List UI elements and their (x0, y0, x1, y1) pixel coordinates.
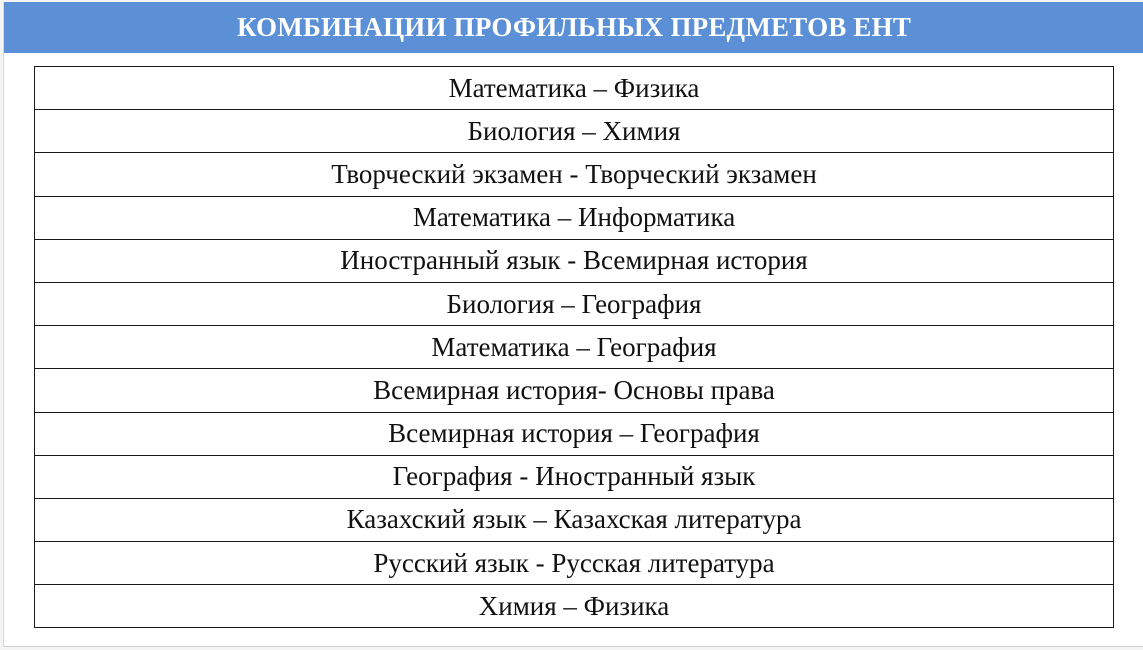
table-cell: Русский язык - Русская литература (35, 542, 1114, 585)
table-row (35, 67, 1114, 110)
table-row (35, 455, 1114, 498)
table-row (35, 498, 1114, 541)
page-title: КОМБИНАЦИИ ПРОФИЛЬНЫХ ПРЕДМЕТОВ ЕНТ (236, 12, 912, 42)
table-cell: Творческий экзамен - Творческий экзамен (35, 153, 1114, 196)
table-row (35, 239, 1114, 282)
subject-combinations-table (34, 66, 1114, 628)
table-row (35, 153, 1114, 196)
table-cell: Математика – Информатика (35, 196, 1114, 239)
table-row (35, 542, 1114, 585)
header-banner (4, 2, 1143, 53)
table-row (35, 585, 1114, 628)
table-cell: Биология – Химия (35, 110, 1114, 153)
table-cell: Математика – Физика (35, 67, 1114, 110)
table-cell: Всемирная история- Основы права (35, 369, 1114, 412)
table-row (35, 110, 1114, 153)
table-cell: География - Иностранный язык (35, 455, 1114, 498)
table-cell: Химия – Физика (35, 585, 1114, 628)
table-cell: Казахский язык – Казахская литература (35, 498, 1114, 541)
table-row (35, 282, 1114, 325)
table-cell: Всемирная история – География (35, 412, 1114, 455)
table-cell: Математика – География (35, 326, 1114, 369)
table-cell: Иностранный язык - Всемирная история (35, 239, 1114, 282)
document-page (3, 2, 1143, 647)
table-row (35, 196, 1114, 239)
table-row (35, 326, 1114, 369)
table-cell: Биология – География (35, 282, 1114, 325)
table-row (35, 412, 1114, 455)
table-row (35, 369, 1114, 412)
